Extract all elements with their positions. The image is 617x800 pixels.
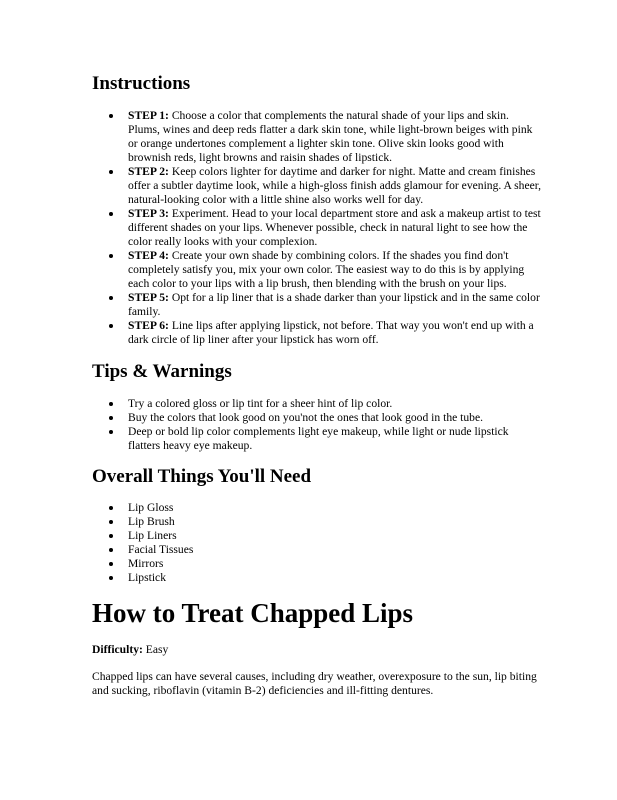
step-label: STEP 3:	[128, 207, 169, 220]
step-text: Choose a color that complements the natural shade of your lips and skin. Plums, wines and deep reds flatter a dark skin tone, while light-brown beiges with pink or orange undertones complement a lighter skin tone. Olive skin looks good with brownish reds, light browns and raisin shades of lipstick.	[128, 109, 533, 164]
intro-paragraph: Chapped lips can have several causes, including dry weather, overexposure to the sun, lip biting and sucking, riboflavin (vitamin B-2) deficiencies and ill-fitting dentures.	[92, 670, 537, 697]
needed-item: Lip Liners	[92, 529, 542, 543]
document-page	[92, 72, 542, 698]
needed-item: Mirrors	[92, 557, 542, 571]
step-label: STEP 5:	[128, 291, 169, 304]
tips-list	[92, 397, 542, 453]
step-label: STEP 1:	[128, 109, 169, 122]
article-title: How to Treat Chapped Lips	[92, 598, 414, 628]
difficulty-line	[92, 643, 542, 657]
instructions-heading: Instructions	[92, 73, 191, 94]
step-text: Experiment. Head to your local department store and ask a makeup artist to test different shades on your lips. Whenever possible, check in natural light to see how the color really looks with your complexion.	[128, 207, 541, 248]
needed-item: Lip Brush	[92, 515, 542, 529]
step-item	[92, 249, 542, 291]
needed-item: Facial Tissues	[92, 543, 542, 557]
step-item	[92, 207, 542, 249]
tip-item: Buy the colors that look good on you'not the ones that look good in the tube.	[92, 411, 542, 425]
step-label: STEP 6:	[128, 319, 169, 332]
step-item	[92, 109, 542, 165]
needed-item: Lip Gloss	[92, 501, 542, 515]
tip-item: Try a colored gloss or lip tint for a sheer hint of lip color.	[92, 397, 542, 411]
needed-item: Lipstick	[92, 571, 542, 585]
difficulty-label: Difficulty:	[92, 643, 143, 656]
step-text: Opt for a lip liner that is a shade darker than your lipstick and in the same color family.	[128, 291, 540, 318]
tip-item: Deep or bold lip color complements light eye makeup, while light or nude lipstick flatters heavy eye makeup.	[92, 425, 542, 453]
things-needed-heading: Overall Things You'll Need	[92, 466, 312, 487]
tips-heading: Tips & Warnings	[92, 361, 232, 382]
step-label: STEP 4:	[128, 249, 169, 262]
step-text: Keep colors lighter for daytime and darker for night. Matte and cream finishes offer a subtler daytime look, while a high-gloss finish adds glamour for evening. A sheer, natural-looking color with a little shine also works well for day.	[128, 165, 542, 206]
step-text: Line lips after applying lipstick, not before. That way you won't end up with a dark circle of lip liner after your lipstick has worn off.	[128, 319, 534, 346]
step-item	[92, 319, 542, 347]
step-item	[92, 165, 542, 207]
step-label: STEP 2:	[128, 165, 169, 178]
instructions-list	[92, 109, 542, 347]
difficulty-value: Easy	[142, 643, 169, 656]
step-text: Create your own shade by combining colors. If the shades you find don't completely satisfy you, mix your own color. The easiest way to do this is by applying each color to your lips with a lip brush, then blending with the brush on your lips.	[128, 249, 525, 290]
things-needed-list	[92, 501, 542, 585]
step-item	[92, 291, 542, 319]
